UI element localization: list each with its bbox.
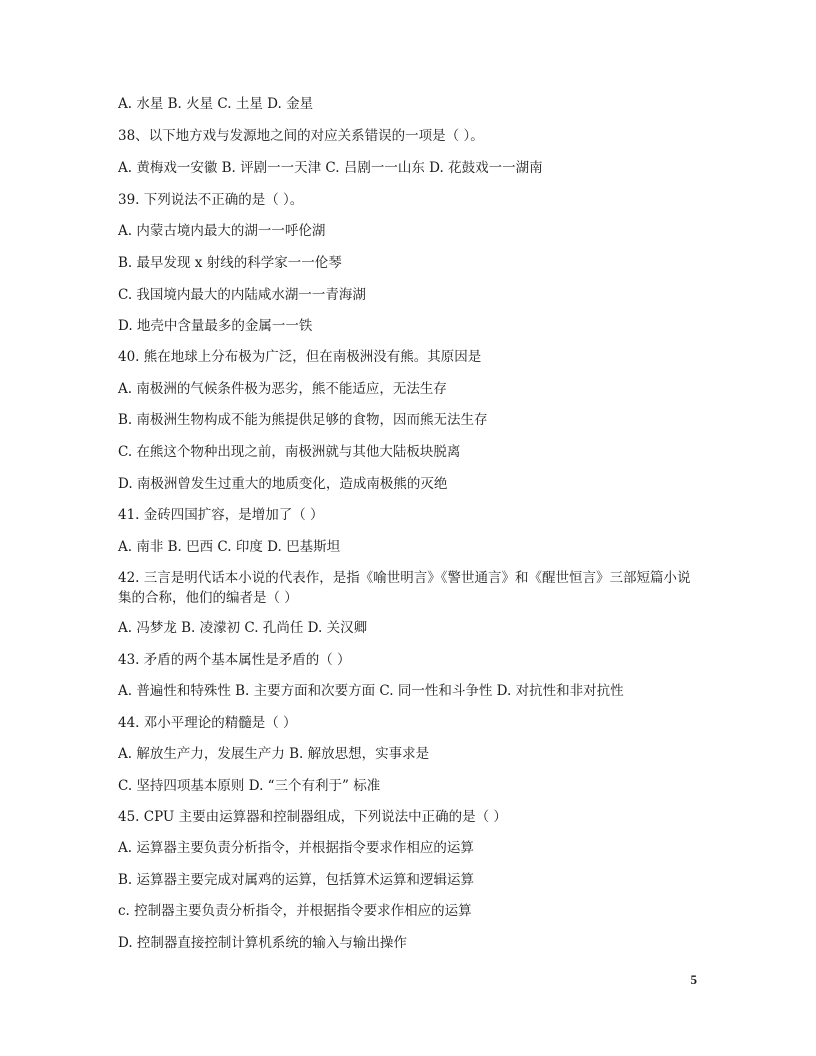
question-40: 40. 熊在地球上分布极为广泛，但在南极洲没有熊。其原因是 [118,349,482,365]
option-line: B. 最早发现 x 射线的科学家一一伦琴 [118,255,342,271]
question-43: 43. 矛盾的两个基本属性是矛盾的（ ） [118,652,351,668]
question-39: 39. 下列说法不正确的是（ ）。 [118,192,304,208]
page-number: 5 [690,972,697,987]
question-38: 38、以下地方戏与发源地之间的对应关系错误的一项是（ ）。 [118,128,484,144]
option-line: A. 内蒙古境内最大的湖一一呼伦湖 [118,223,326,239]
question-41: 41. 金砖四国扩容，是增加了（ ） [118,507,324,523]
option-line: A. 南非 B. 巴西 C. 印度 D. 巴基斯坦 [118,539,341,555]
option-line: C. 我国境内最大的内陆咸水湖一一青海湖 [118,287,366,303]
question-42: 42. 三言是明代话本小说的代表作，是指《喻世明言》《警世通言》和《醒世恒言》三部短篇小说集的合称，他们的编者是（ ） [118,570,691,606]
option-line: A. 运算器主要负责分析指令，并根据指令要求作相应的运算 [118,840,474,856]
option-line: C. 在熊这个物种出现之前，南极洲就与其他大陆板块脱离 [118,444,461,460]
question-44: 44. 邓小平理论的精髓是（ ） [118,715,297,731]
option-line: A. 水星 B. 火星 C. 土星 D. 金星 [118,96,314,112]
option-line: C. 坚持四项基本原则 D. “三个有利于” 标准 [118,778,381,794]
option-line: D. 南极洲曾发生过重大的地质变化，造成南极熊的灭绝 [118,476,448,492]
option-line: B. 运算器主要完成对属鸡的运算，包括算术运算和逻辑运算 [118,872,475,888]
option-line: A. 冯梦龙 B. 凌濛初 C. 孔尚任 D. 关汉卿 [118,620,368,636]
option-line: B. 南极洲生物构成不能为熊提供足够的食物，因而熊无法生存 [118,412,488,428]
option-line: D. 地壳中含量最多的金属一一铁 [118,318,313,334]
option-line: A. 黄梅戏一安徽 B. 评剧一一天津 C. 吕剧一一山东 D. 花鼓戏一一湖南 [118,160,543,176]
option-line: A. 普遍性和特殊性 B. 主要方面和次要方面 C. 同一性和斗争性 D. 对抗性和非对抗性 [118,683,624,699]
option-line: D. 控制器直接控制计算机系统的输入与输出操作 [118,935,407,951]
option-line: A. 南极洲的气候条件极为恶劣，熊不能适应，无法生存 [118,381,447,397]
question-45: 45. CPU 主要由运算器和控制器组成，下列说法中正确的是（ ） [118,809,507,825]
option-line: A. 解放生产力，发展生产力 B. 解放思想，实事求是 [118,746,430,762]
option-line: c. 控制器主要负责分析指令，并根据指令要求作相应的运算 [118,903,472,919]
